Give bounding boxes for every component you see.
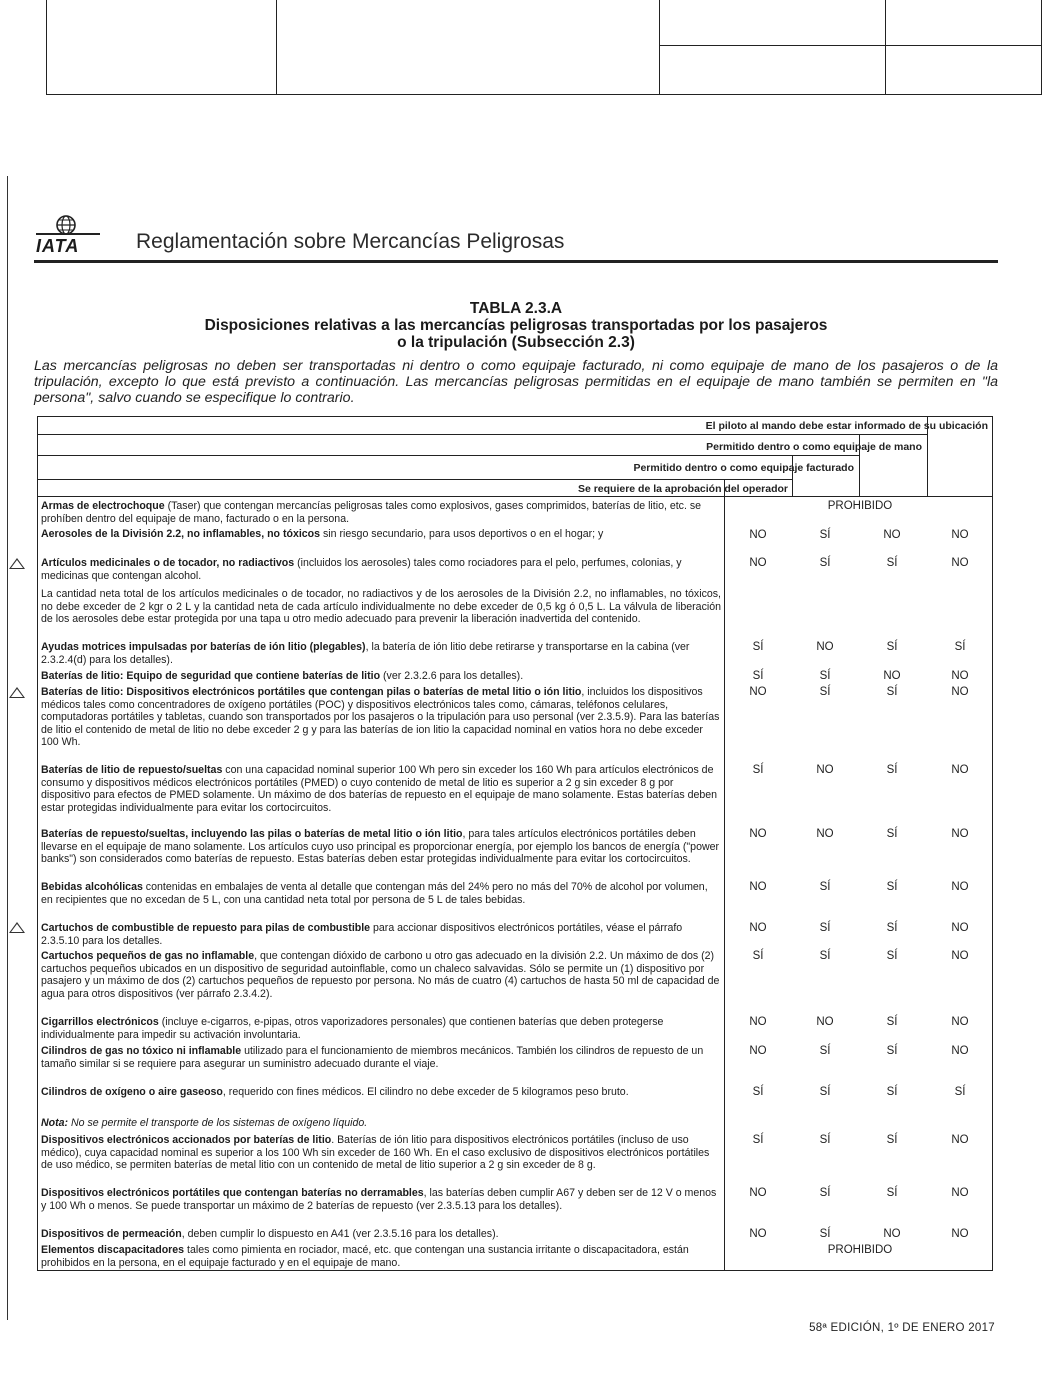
cell-carry-on: SÍ xyxy=(886,950,898,962)
cell-checked: NO xyxy=(816,828,834,840)
row-oxygen-cylinders: Cilindros de oxígeno o aire gaseoso, requerido con fines médicos. El cilindro no debe exceder de 5 kilogramos peso bruto. xyxy=(41,1086,629,1098)
cell-carry-on: NO xyxy=(883,1228,901,1240)
cell-carry-on: SÍ xyxy=(886,1134,898,1146)
cell-pilot-informed: NO xyxy=(951,828,969,840)
row-incapacitating-devices: Elementos discapacitadores tales como pimienta en rociador, macé, etc. que contengan una sustancia irritante o discapacitadora, están prohibidos en la persona, en el equipaje facturado y en el equipaje de mano. xyxy=(41,1244,689,1269)
cell-checked: NO xyxy=(816,1016,834,1028)
page-title: Reglamentación sobre Mercancías Peligrosas xyxy=(136,230,565,253)
cell-carry-on: SÍ xyxy=(886,641,898,653)
cell-pilot-informed: NO xyxy=(951,1045,969,1057)
cell-checked: NO xyxy=(816,641,834,653)
cell-carry-on: SÍ xyxy=(886,764,898,776)
cell-checked: SÍ xyxy=(819,922,831,934)
header-checked-allowed: Permitido dentro o como equipaje facturado xyxy=(633,462,854,474)
row-alcoholic-beverages: Bebidas alcohólicas contenidas en embalajes de venta al detalle que contengan más del 24% pero no más del 70% de alcohol por volumen, en recipientes que no excedan de 5 L, con una cantidad neta total por persona de 5 L de tales bebidas. xyxy=(41,881,708,906)
cell-operator-approval: NO xyxy=(749,881,767,893)
cell-operator-approval: SÍ xyxy=(752,1086,764,1098)
cell-checked: SÍ xyxy=(819,529,831,541)
cell-pilot-informed: NO xyxy=(951,1134,969,1146)
page-left-margin-rule xyxy=(7,176,8,1320)
cell-pilot-informed: NO xyxy=(951,881,969,893)
cell-checked: SÍ xyxy=(819,1187,831,1199)
cell-checked: SÍ xyxy=(819,950,831,962)
cell-pilot-informed: NO xyxy=(951,950,969,962)
row-non-spillable-batteries: Dispositivos electrónicos portátiles que contengan baterías no derramables, las baterías deben cumplir A67 y deben ser de 12 V o menos y 100 Wh o menos. Se puede transportar un máximo de 2 baterías de repuesto (ver 2.3.5.13 para los detalles). xyxy=(41,1187,717,1212)
header-pilot-informed: El piloto al mando debe estar informado de su ubicación xyxy=(705,420,988,432)
row-small-gas-cartridges: Cartuchos pequeños de gas no inflamable, que contengan dióxido de carbono u otro gas adecuado en la división 2.2. Un máximo de dos (2) cartuchos pequeños ubicados en un dispositivo de seguridad autoinflable, como un chaleco salvavidas. Sólo se permite un (1) dispositivo por pasajero y un máximo de dos (2) cartuchos pequeños de repuesto por persona. No más de cuatro (4) cartuchos de hasta 50 ml de capacidad de agua para otros dispositivos (ver párrafo 2.3.4.2). xyxy=(41,950,720,1000)
cell-checked: SÍ xyxy=(819,670,831,682)
prohibited-label: PROHIBIDO xyxy=(827,1244,893,1256)
row-medicinal-toiletries: Artículos medicinales o de tocador, no radiactivos (incluidos los aerosoles) tales como rociadores para el pelo, perfumes, colonias, y medicinas que contengan alcohol. xyxy=(41,557,682,582)
cell-pilot-informed: NO xyxy=(951,529,969,541)
cell-carry-on: SÍ xyxy=(886,1045,898,1057)
row-fuel-cell-cartridges: Cartuchos de combustible de repuesto para pilas de combustible para accionar dispositivos electrónicos portátiles, véase el párrafo 2.3.5.10 para los detalles. xyxy=(41,922,683,947)
cell-carry-on: SÍ xyxy=(886,922,898,934)
cell-operator-approval: SÍ xyxy=(752,1134,764,1146)
revision-triangle-icon xyxy=(9,687,25,698)
revision-triangle-icon xyxy=(9,558,25,569)
cell-operator-approval: SÍ xyxy=(752,950,764,962)
row-note-liquid-oxygen: Nota: No se permite el transporte de los sistemas de oxígeno líquido. xyxy=(41,1117,368,1129)
cell-checked: SÍ xyxy=(819,1045,831,1057)
table-number: TABLA 2.3.A xyxy=(469,300,563,317)
cell-carry-on: SÍ xyxy=(886,881,898,893)
iata-logo xyxy=(34,214,102,258)
cell-pilot-informed: NO xyxy=(951,1187,969,1199)
cell-operator-approval: NO xyxy=(749,1016,767,1028)
cell-carry-on: NO xyxy=(883,670,901,682)
row-electroshock-weapons: Armas de electrochoque (Taser) que contengan mercancías peligrosas tales como explosivos, gases comprimidos, baterías de litio, etc. se prohíben dentro del equipaje de mano, facturado o en la persona. xyxy=(41,500,702,525)
revision-triangle-icon xyxy=(9,922,25,933)
cell-checked: SÍ xyxy=(819,1086,831,1098)
cell-operator-approval: SÍ xyxy=(752,764,764,776)
title-rule xyxy=(34,260,998,263)
prohibited-label: PROHIBIDO xyxy=(827,500,893,512)
cell-checked: SÍ xyxy=(819,557,831,569)
cell-pilot-informed: NO xyxy=(951,670,969,682)
row-spare-batteries-power-banks: Baterías de repuesto/sueltas, incluyendo las pilas o baterías de metal litio o ión litio, para tales artículos electrónicos portátiles deben llevarse en el equipaje de mano solamente. Los artículos cuyo uso principal es proporcionar energía, por ejemplo los bancos de energía ("power banks") son considerados como baterías de repuesto. Estas baterías deben estar protegidas individualmente para evitar los cortocircuitos. xyxy=(41,828,720,866)
cell-operator-approval: NO xyxy=(749,922,767,934)
cell-checked: SÍ xyxy=(819,1134,831,1146)
cell-checked: NO xyxy=(816,764,834,776)
cell-pilot-informed: SÍ xyxy=(954,1086,966,1098)
cell-operator-approval: NO xyxy=(749,529,767,541)
cell-operator-approval: NO xyxy=(749,1228,767,1240)
cell-carry-on: SÍ xyxy=(886,557,898,569)
header-operator-approval: Se requiere de la aprobación del operador xyxy=(577,483,788,495)
cell-operator-approval: NO xyxy=(749,686,767,698)
cell-pilot-informed: NO xyxy=(951,1016,969,1028)
cell-operator-approval: SÍ xyxy=(752,670,764,682)
cell-checked: SÍ xyxy=(819,881,831,893)
row-electronic-cigarettes: Cigarrillos electrónicos (incluye e-cigarros, e-pipas, otros vaporizadores personales) que contienen baterías que deben protegerse individualmente para impedir su activación involuntaria. xyxy=(41,1016,664,1041)
row-spare-lithium-batteries-160wh: Baterías de litio de repuesto/sueltas con una capacidad nominal superior 100 Wh pero sin exceder los 160 Wh para artículos electrónicos de consumo y dispositivos médicos electrónicos portátiles (PMED) o cuyo contenido de metal de litio es superior a 2 g sin exceder 8 g por dispositivo para efectos de PMED solamente. Un máximo de dos baterías de repuesto en el equipaje de mano solamente. Estas baterías deben estar protegidas individualmente para evitar los cortocircuitos. xyxy=(41,764,718,814)
cell-operator-approval: NO xyxy=(749,1187,767,1199)
cell-checked: SÍ xyxy=(819,1228,831,1240)
cell-pilot-informed: NO xyxy=(951,1228,969,1240)
form-header-box xyxy=(46,0,1042,95)
table-title-line1: Disposiciones relativas a las mercancías peligrosas transportadas por los pasajeros xyxy=(204,317,828,334)
edition-footer: 58ª EDICIÓN, 1º DE ENERO 2017 xyxy=(809,1322,995,1334)
cell-carry-on: SÍ xyxy=(886,686,898,698)
cell-carry-on: SÍ xyxy=(886,828,898,840)
iata-brand-text: IATA xyxy=(36,236,80,256)
cell-pilot-informed: NO xyxy=(951,557,969,569)
cell-pilot-informed: NO xyxy=(951,764,969,776)
row-portable-electronic-devices-lithium: Baterías de litio: Dispositivos electrónicos portátiles que contengan pilas o baterías de metal litio o ión litio, incluidos los dispositivos médicos tales como concentradores de oxígeno portátiles (POC) y dispositivos electrónicos tales como, cámaras, teléfonos celulares, computadoras portátiles y tabletas, cuando son transportados por los pasajeros o la tripulación para uso personal (ver 2.3.5.9). Para las baterías de litio el contenido de metal de litio no debe exceder 2 g y para las baterías de ion litio la capacidad nominal en vatios hora no debe exceder 100 Wh. xyxy=(41,686,720,749)
cell-carry-on: SÍ xyxy=(886,1016,898,1028)
intro-paragraph: Las mercancías peligrosas no deben ser transportadas ni dentro o como equipaje facturado, ni como equipaje de mano de los pasajeros o de la tripulación, excepto lo que está previsto a continuación. Las mercancías peligrosas permitidas en el equipaje de mano también se permiten en "la persona", salvo cuando se especifique lo contrario. xyxy=(34,358,998,406)
row-aerosols-div22: Aerosoles de la División 2.2, no inflamables, no tóxicos sin riesgo secundario, para usos deportivos o en el hogar; y xyxy=(41,528,604,540)
cell-carry-on: SÍ xyxy=(886,1086,898,1098)
cell-pilot-informed: NO xyxy=(951,686,969,698)
cell-checked: SÍ xyxy=(819,686,831,698)
row-safety-equipment-lithium: Baterías de litio: Equipo de seguridad que contiene baterías de litio (ver 2.3.2.6 para los detalles). xyxy=(41,670,524,682)
row-lithium-powered-devices-160wh: Dispositivos electrónicos accionados por baterías de litio. Baterías de ión litio para dispositivos electrónicos portátiles (incluso de uso médico), cuya capacidad nominal es superior a los 100 Wh sin exceder de 160 Wh. En el caso exclusivo de dispositivos electrónicos portátiles de uso médico, se permiten baterías de metal litio con un contenido de metal de litio superior a 2 g sin exceder de 8 g. xyxy=(41,1134,710,1172)
cell-pilot-informed: SÍ xyxy=(954,641,966,653)
cell-pilot-informed: NO xyxy=(951,922,969,934)
cell-operator-approval: NO xyxy=(749,1045,767,1057)
cell-operator-approval: NO xyxy=(749,828,767,840)
cell-carry-on: SÍ xyxy=(886,1187,898,1199)
row-mobility-aids-lithium: Ayudas motrices impulsadas por baterías de ión litio (plegables), la batería de ión litio debe retirarse y transportarse en la cabina (ver 2.3.2.4(d) para los detalles). xyxy=(41,641,690,666)
table-title xyxy=(34,300,998,351)
header-carry-on-allowed: Permitido dentro o como equipaje de mano xyxy=(706,441,922,453)
cell-operator-approval: NO xyxy=(749,557,767,569)
cell-operator-approval: SÍ xyxy=(752,641,764,653)
cell-carry-on: NO xyxy=(883,529,901,541)
table-title-line2: o la tripulación (Subsección 2.3) xyxy=(397,334,635,351)
row-medicinal-quantity-note: La cantidad neta total de los artículos medicinales o de tocador, no radiactivos y de los aerosoles de la División 2.2, no inflamables, no tóxicos, no debe exceder de 2 kgr o 2 L y la cantidad neta de cada artículo individualmente no debe exceder de 0,5 kg ó 0,5 L. La válvula de liberación de los aerosoles debe estar protegida por una tapa u otro medio adecuado para prevenir la liberación inadvertida del contenido. xyxy=(41,588,721,626)
row-gas-cylinders-mechanical-limbs: Cilindros de gas no tóxico ni inflamable utilizado para el funcionamiento de miembros mecánicos. También los cilindros de repuesto de un tamaño similar si se requiere para asegurar un suministro adecuado durante el viaje. xyxy=(41,1045,704,1070)
row-permeation-devices: Dispositivos de permeación, deben cumplir lo dispuesto en A41 (ver 2.3.5.16 para los detalles). xyxy=(41,1228,499,1240)
